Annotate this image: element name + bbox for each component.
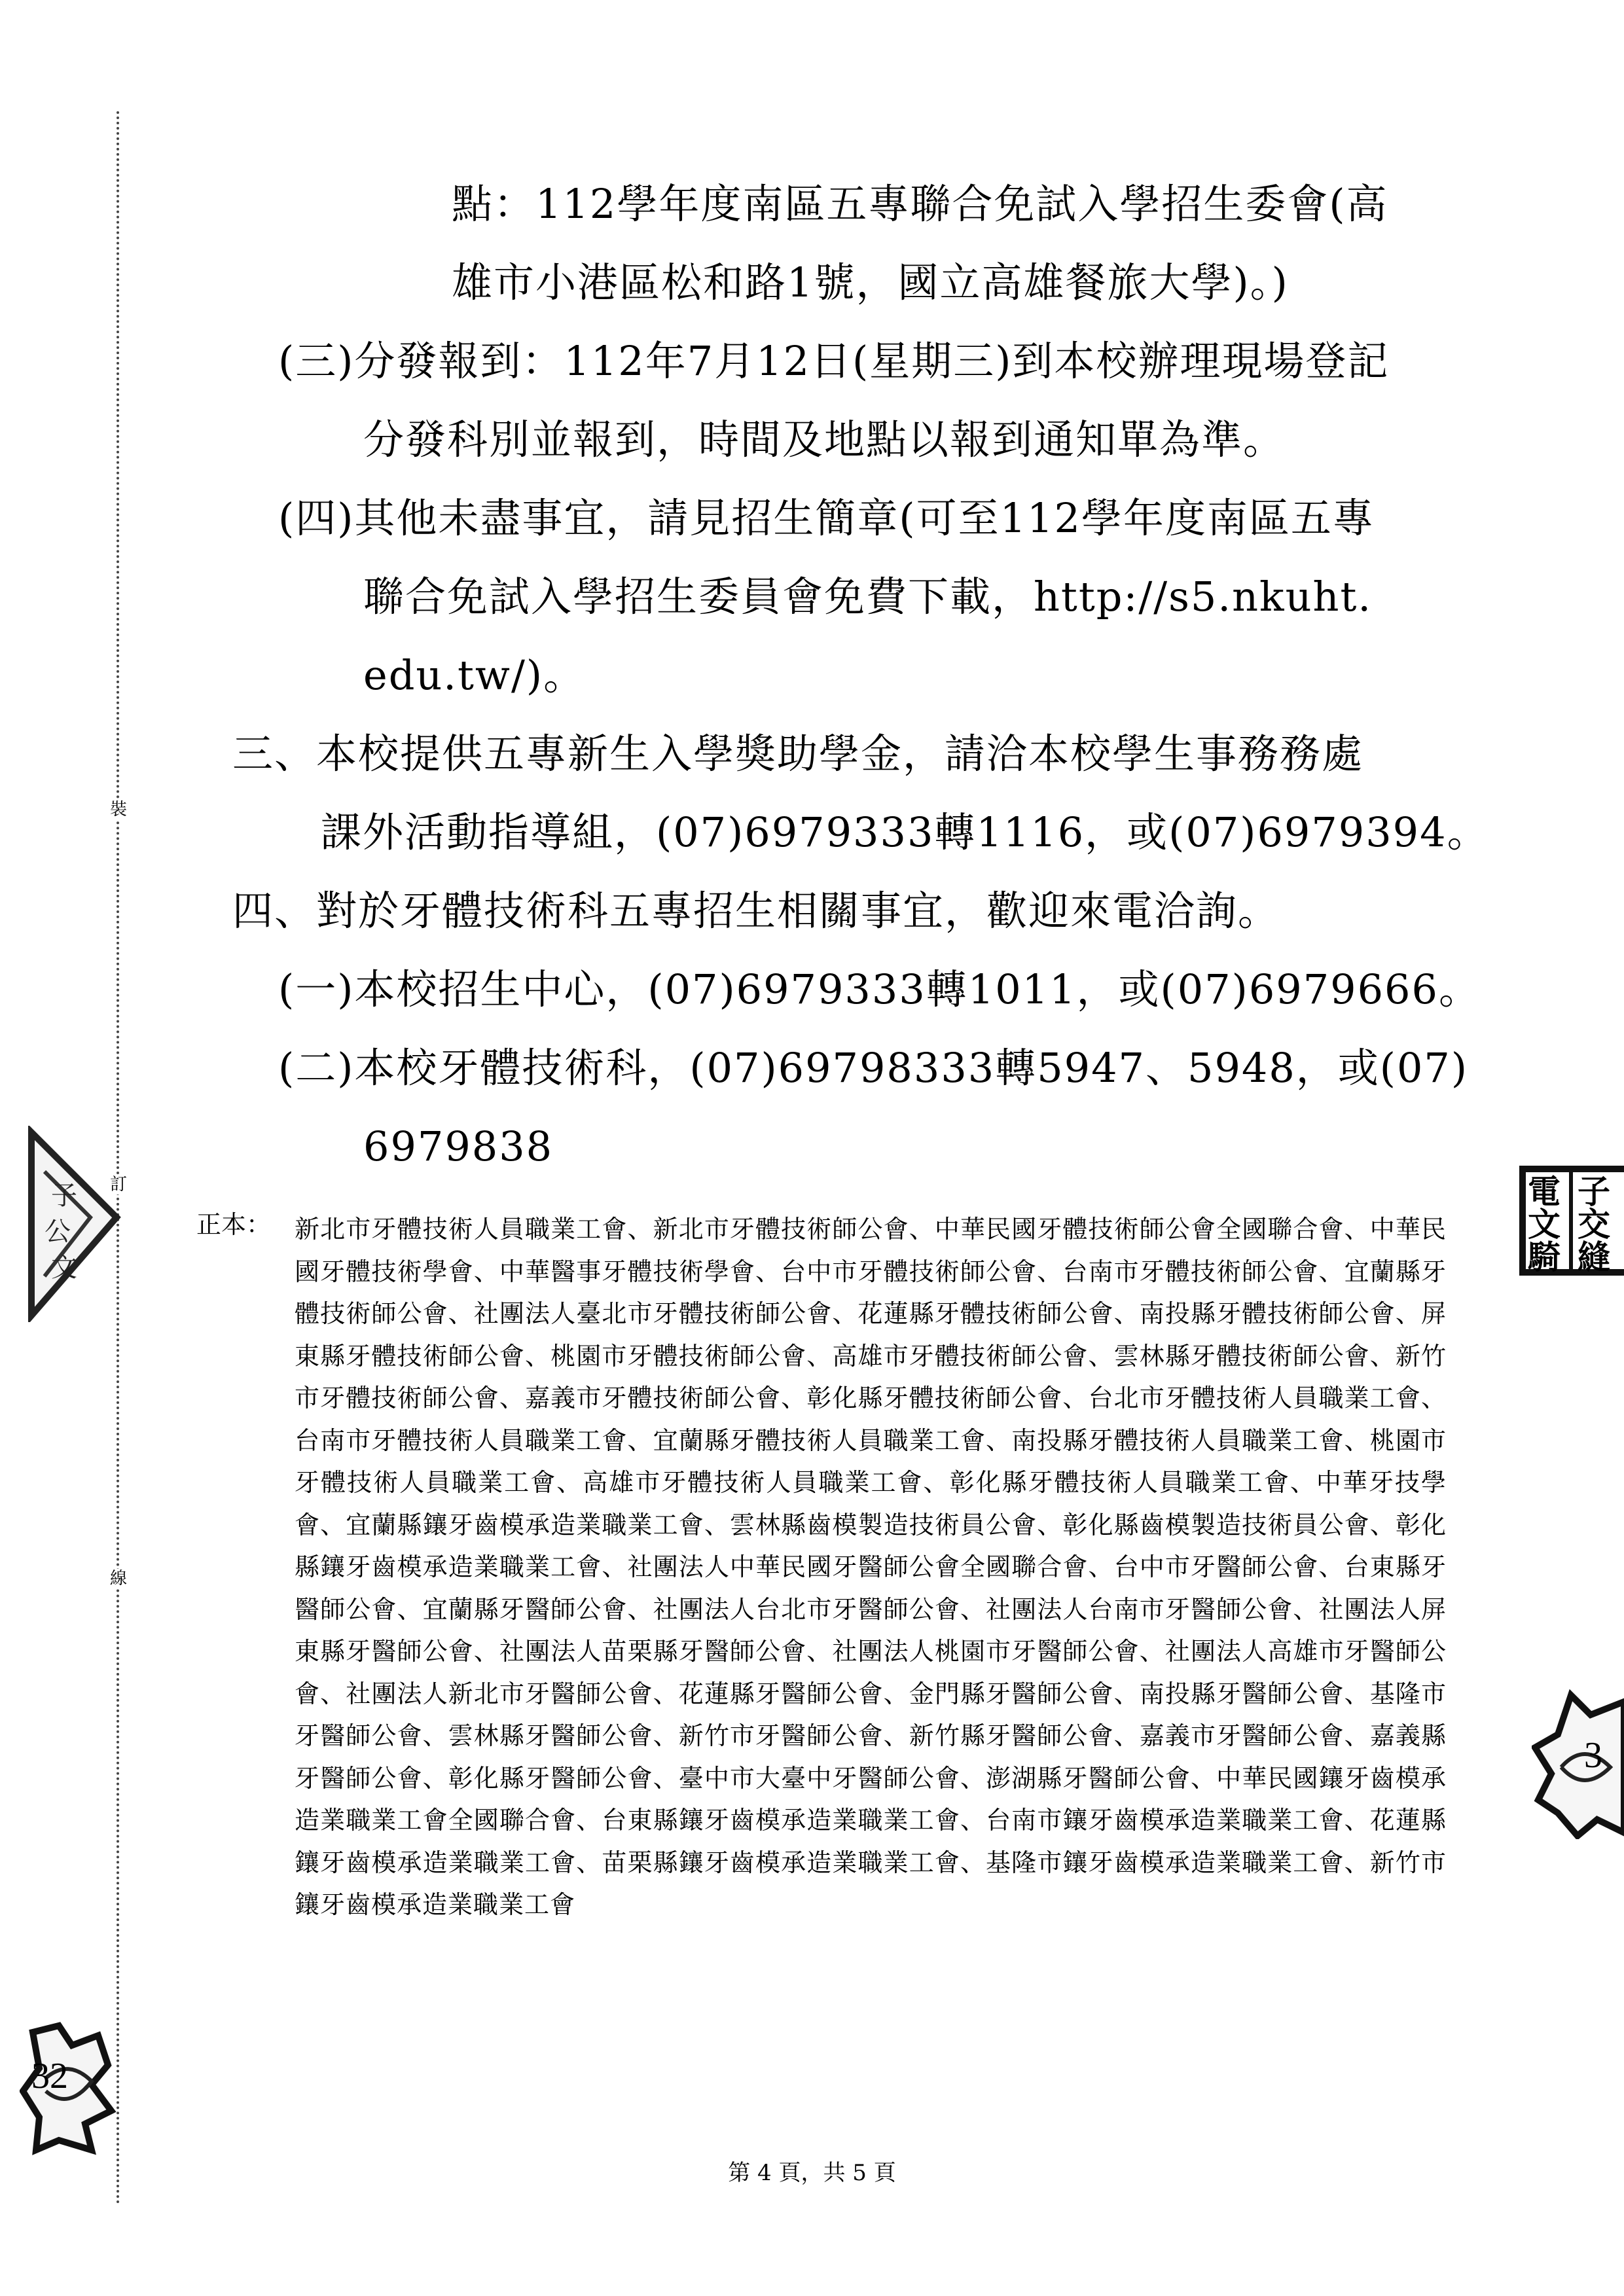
- left-page-number: 32: [31, 2056, 68, 2096]
- binding-mark-ding: 訂: [109, 1175, 127, 1194]
- cc-label: 正本：: [196, 1210, 272, 1239]
- svg-text:子: 子: [51, 1181, 77, 1211]
- body-line-12: (二)本校牙體技術科，(07)69798333轉5947、5948，或(07): [278, 1044, 1469, 1092]
- svg-text:電: 電: [1528, 1172, 1561, 1211]
- body-line-13: 6979838: [363, 1122, 554, 1170]
- svg-text:縫: 縫: [1578, 1238, 1610, 1276]
- body-line-2: 雄市小港區松和路1號，國立高雄餐旅大學)。): [452, 259, 1289, 306]
- cc-recipients: 新北市牙體技術人員職業工會、新北市牙體技術師公會、中華民國牙體技術師公會全國聯合會、中華民國牙體技術學會、中華醫事牙體技術學會、台中市牙體技術師公會、台南市牙體技術師公會、宜蘭縣牙體技術師公會、社團法人臺北市牙體技術師公會、花蓮縣牙體技術師公會、南投縣牙體技術師公會、屏東縣牙體技術師公會、桃園市牙體技術師公會、高雄市牙體技術師公會、雲林縣牙體技術師公會、新竹市牙體技術師公會、嘉義市牙體技術師公會、彰化縣牙體技術師公會、台北市牙體技術人員職業工會、台南市牙體技術人員職業工會、宜蘭縣牙體技術人員職業工會、南投縣牙體技術人員職業工會、桃園市牙體技術人員職業工會、高雄市牙體技術人員職業工會、彰化縣牙體技術人員職業工會、中華牙技學會、宜蘭縣鑲牙齒模承造業職業工會、雲林縣齒模製造技術員公會、彰化縣齒模製造技術員公會、彰化縣鑲牙齒模承造業職業工會、社團法人中華民國牙醫師公會全國聯合會、台中市牙醫師公會、台東縣牙醫師公會、宜蘭縣牙醫師公會、社團法人台北市牙醫師公會、社團法人台南市牙醫師公會、社團法人屏東縣牙醫師公會、社團法人苗栗縣牙醫師公會、社團法人桃園市牙醫師公會、社團法人高雄市牙醫師公會、社團法人新北市牙醫師公會、花蓮縣牙醫師公會、金門縣牙醫師公會、南投縣牙醫師公會、基隆市牙醫師公會、雲林縣牙醫師公會、新竹市牙醫師公會、新竹縣牙醫師公會、嘉義市牙醫師公會、嘉義縣牙醫師公會、彰化縣牙醫師公會、臺中市大臺中牙醫師公會、澎湖縣牙醫師公會、中華民國鑲牙齒模承造業職業工會全國聯合會、台東縣鑲牙齒模承造業職業工會、台南市鑲牙齒模承造業職業工會、花蓮縣鑲牙齒模承造業職業工會、苗栗縣鑲牙齒模承造業職業工會、基隆市鑲牙齒模承造業職業工會、新竹市鑲牙齒模承造業職業工會: [295, 1215, 1447, 1919]
- svg-text:交: 交: [1578, 1205, 1610, 1244]
- svg-text:子: 子: [1578, 1172, 1610, 1211]
- body-line-3: (三)分發報到：112年7月12日(星期三)到本校辦理現場登記: [278, 337, 1390, 385]
- right-page-number: 3: [1584, 1735, 1602, 1776]
- body-line-1: 點：112學年度南區五專聯合免試入學招生委會(高: [452, 180, 1388, 228]
- body-line-11: (一)本校招生中心，(07)6979333轉1011，或(07)6979666。: [278, 965, 1481, 1013]
- right-seal-stamp: [1519, 1165, 1624, 1276]
- right-page-seal: [1532, 1689, 1624, 1839]
- svg-text:騎: 騎: [1528, 1238, 1561, 1276]
- binding-mark-xian: 線: [109, 1569, 127, 1588]
- binding-mark-zhuang: 裝: [109, 800, 127, 819]
- svg-text:文: 文: [51, 1253, 77, 1283]
- body-line-10: 四、對於牙體技術科五專招生相關事宜，歡迎來電洽詢。: [232, 887, 1280, 935]
- body-line-9: 課外活動指導組，(07)6979333轉1116，或(07)6979394。: [321, 808, 1489, 856]
- left-seal-stamp: [18, 1126, 130, 1322]
- body-line-6: 聯合免試入學招生委員會免費下載，http://s5.nkuht.: [363, 573, 1373, 620]
- body-line-8: 三、本校提供五專新生入學獎助學金，請洽本校學生事務務處: [232, 730, 1364, 778]
- body-line-4: 分發科別並報到，時間及地點以報到通知單為準。: [363, 416, 1286, 463]
- svg-text:公: 公: [45, 1217, 71, 1247]
- svg-text:文: 文: [1528, 1205, 1561, 1244]
- page-footer: 第 4 頁，共 5 頁: [728, 2160, 896, 2186]
- body-line-5: (四)其他未盡事宜，請見招生簡章(可至112學年度南區五專: [278, 494, 1375, 542]
- body-line-7: edu.tw/)。: [363, 651, 586, 699]
